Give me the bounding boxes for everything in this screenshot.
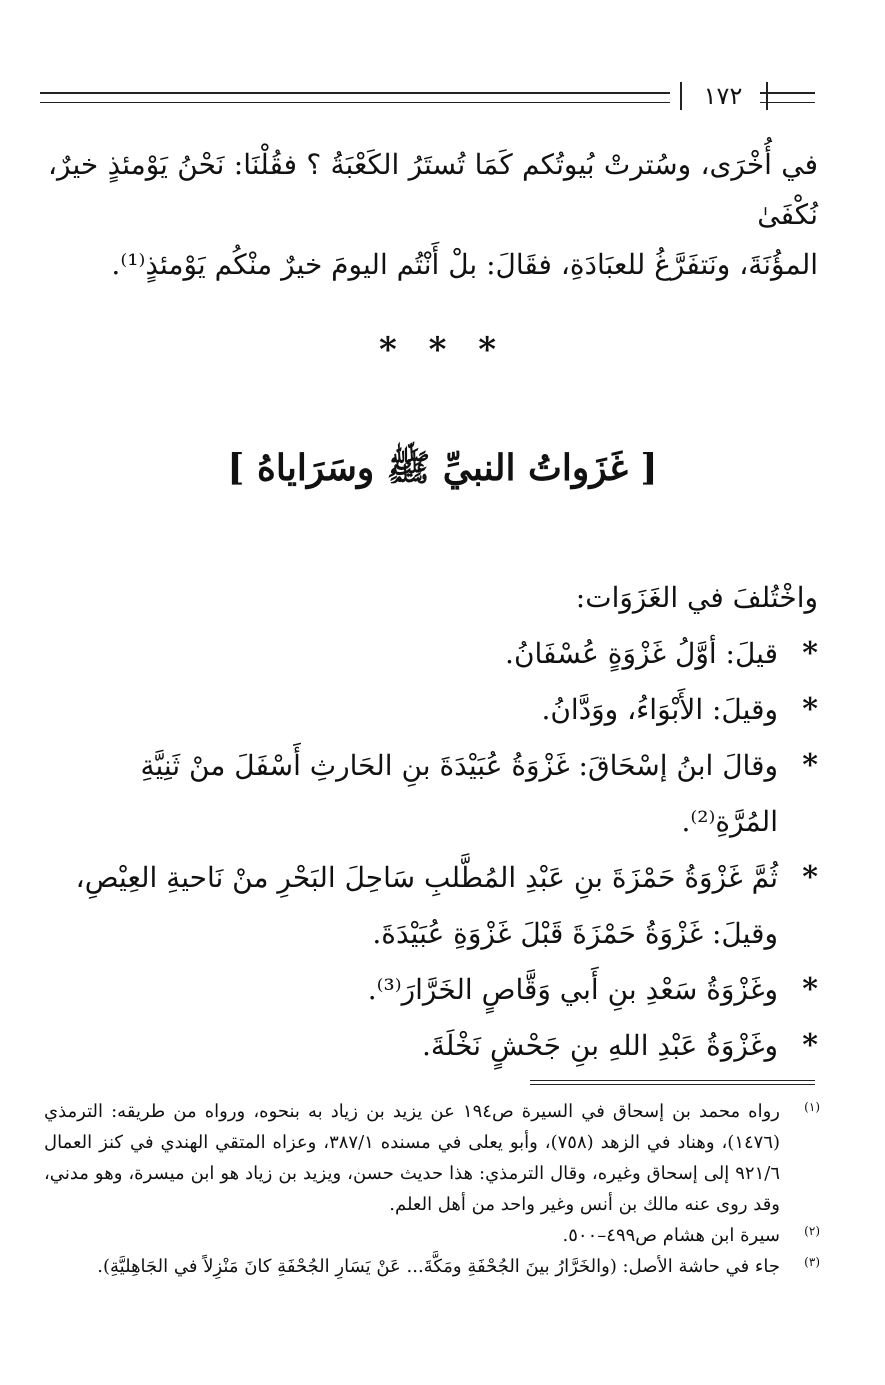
bullet-asterisk: * xyxy=(802,636,818,671)
page-header xyxy=(40,82,815,116)
list-item xyxy=(48,626,818,682)
section-title: [ غَزَواتُ النبيِّ ﷺ وسَرَاياهُ ] xyxy=(227,447,658,489)
list-item xyxy=(48,738,818,850)
footnotes xyxy=(44,1096,820,1282)
page-number: ١٧٢ xyxy=(703,82,743,110)
header-rule-left xyxy=(40,92,670,103)
header-rule-right xyxy=(760,92,815,103)
list-item-text: وغَزْوَةُ سَعْدِ بنِ أَبي وَقَّاصٍ الخَرَّارَ⁽³⁾. xyxy=(367,973,778,1006)
list-item-text: وقيلَ: الأَبْوَاءُ، ووَدَّانُ. xyxy=(541,693,778,726)
list-item xyxy=(48,682,818,738)
battles-list xyxy=(48,626,818,1074)
bullet-asterisk: * xyxy=(802,972,818,1007)
list-item xyxy=(48,962,818,1018)
footnote-number: (٣) xyxy=(804,1255,820,1269)
battles-list-section xyxy=(48,570,818,1074)
bullet-asterisk: * xyxy=(802,748,818,783)
header-separator xyxy=(680,82,682,110)
footnote-text: جاء في حاشة الأصل: (والخَرَّارُ بينَ الجُحْفَةِ ومَكَّةَ... عَنْ يَسَارِ الجُحْفَةِ كانَ مَنْزِلاً في الجَاهِليَّةِ). xyxy=(97,1256,780,1277)
list-item-text: وغَزْوَةُ عَبْدِ اللهِ بنِ جَحْشٍ نَخْلَةَ. xyxy=(422,1029,778,1062)
intro-line: في أُخْرَى، وسُترتْ بُيوتُكم كَمَا تُستَرُ الكَعْبَةُ ؟ فقُلْنَا: نَحْنُ يَوْمئذٍ خيرٌ، نُكْفَىٰ xyxy=(48,148,818,231)
list-item-text: ثُمَّ غَزْوَةُ حَمْزَةَ بنِ عَبْدِ المُطَّلبِ سَاحِلَ البَحْرِ منْ نَاحيةِ العِيْصِ، وقيلَ: غَزْوَةُ حَمْزَةَ قَبْلَ غَزْوَةِ عُبَيْدَةَ. xyxy=(75,861,778,950)
list-item-text: قيلَ: أوَّلُ غَزْوَةٍ عُسْفَانُ. xyxy=(505,637,778,670)
list-item xyxy=(48,1018,818,1074)
list-item-text: وقالَ ابنُ إسْحَاقَ: غَزْوَةُ عُبَيْدَةَ بنِ الحَارثِ أَسْفَلَ منْ ثَنِيَّةِ المُرَّةِ⁽²⁾. xyxy=(140,749,778,838)
list-item xyxy=(48,850,818,962)
bullet-asterisk: * xyxy=(802,860,818,895)
bullet-asterisk: * xyxy=(802,1028,818,1063)
intro-line: المؤُنَةَ، ونَتفَرَّغُ للعبَادَةِ، فقَالَ: بلْ أَنْتُم اليومَ خيرٌ منْكُم يَوْمئذٍ⁽¹⁾. xyxy=(111,248,818,281)
bullet-asterisk: * xyxy=(802,692,818,727)
intro-paragraph xyxy=(48,140,818,290)
footnote-number: (٢) xyxy=(804,1224,820,1238)
footnote-number: (١) xyxy=(804,1100,820,1114)
footnote-rule xyxy=(530,1080,815,1081)
footnote xyxy=(44,1220,820,1251)
footnote-text: رواه محمد بن إسحاق في السيرة ص١٩٤ عن يزيد بن زياد به بنحوه، ورواه من طريقه: الترمذي (١٤٧٦)، وهناد في الزهد (٧٥٨)، وأبو يعلى في مسنده ٣٨٧/١، وعزاه المتقي الهندي في كنز العمال ٩٢١/٦ إلى إسحاق وغيره، وقال الترمذي: هذا حديث حسن، ويزيد بن زياد هو ابن ميسرة، وهو مدني، وقد روى عنه مالك بن أنس وغير واحد من أهل العلم. xyxy=(44,1101,781,1215)
footnote xyxy=(44,1251,820,1282)
footnote-rule xyxy=(530,1084,815,1085)
footnote xyxy=(44,1096,820,1220)
footnote-text: سيرة ابن هشام ص٤٩٩–٥٠٠. xyxy=(562,1225,780,1246)
list-intro: واخْتُلفَ في الغَزَوَات: xyxy=(575,581,818,614)
section-divider-stars: * * * xyxy=(378,330,506,370)
